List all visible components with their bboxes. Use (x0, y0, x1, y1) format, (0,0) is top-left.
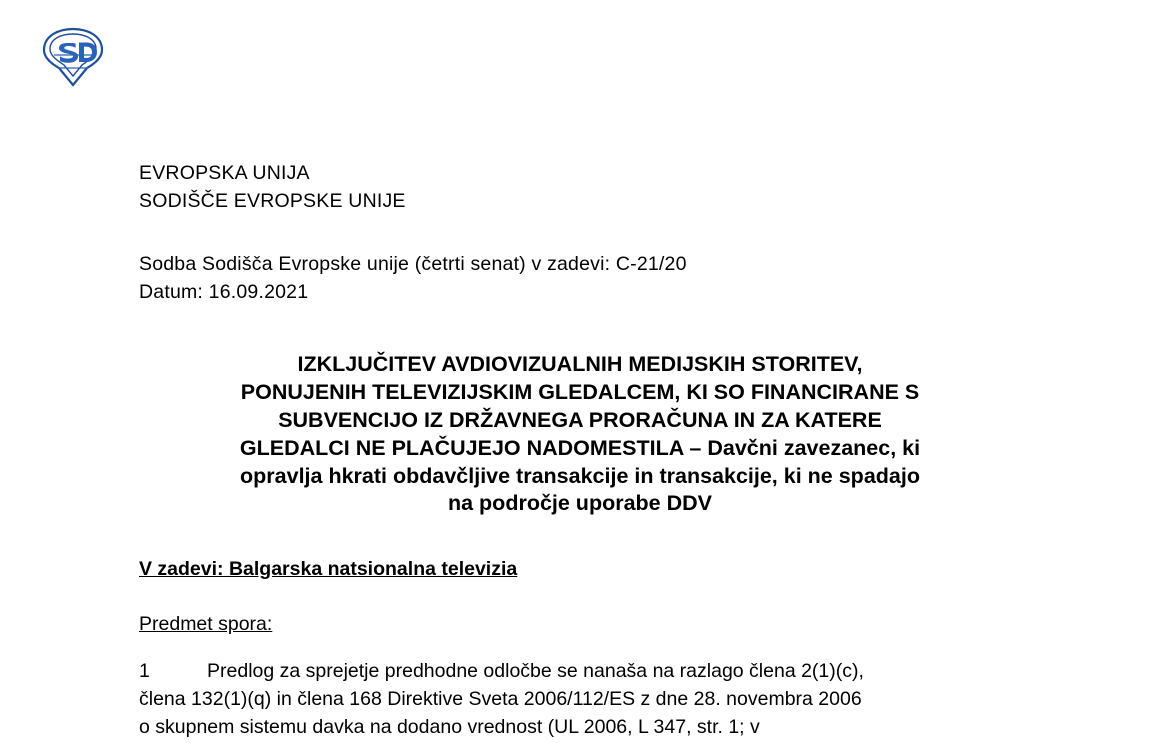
organisation-line-2: SODIŠČE EVROPSKE UNIJE (139, 189, 406, 212)
paragraph-1-line-1: Predlog za sprejetje predhodne odločbe se nanaša na razlago člena 2(1)(c), (207, 660, 864, 683)
organisation-block (139, 160, 1021, 215)
document-text-body (139, 160, 1021, 741)
subject-heading-text: Predmet spora: (139, 613, 273, 636)
case-date-line: Datum: 16.09.2021 (139, 281, 309, 304)
subject-heading (139, 613, 1021, 636)
paragraph-1-line-2: člena 132(1)(q) in člena 168 Direktive Sveta 2006/112/ES z dne 28. novembra 2006 (139, 688, 862, 711)
organisation-line-1: EVROPSKA UNIJA (139, 162, 310, 184)
case-info-block (139, 251, 1021, 306)
paragraph-1-line-3: o skupnem sistemu davka na dodano vrednost (UL 2006, L 347, str. 1; v (139, 715, 760, 738)
matter-heading-text: V zadevi: Balgarska natsionalna televizia (139, 558, 518, 581)
matter-heading (139, 558, 1021, 581)
title-line-6: na področje uporabe DDV (447, 491, 712, 516)
title-line-1: IZKLJUČITEV AVDIOVIZUALNIH MEDIJSKIH STORITEV, (297, 351, 863, 376)
page-title (139, 351, 1021, 519)
paragraph-1 (139, 658, 1021, 741)
title-line-3: SUBVENCIJO IZ DRŽAVNEGA PRORAČUNA IN ZA KATERE (278, 407, 882, 432)
paragraph-1-number: 1 (139, 660, 150, 683)
title-line-5: opravlja hkrati obdavčljive transakcije in transakcije, ki ne spadajo (240, 463, 920, 488)
court-emblem-logo (30, 24, 116, 90)
title-line-2: PONUJENIH TELEVIZIJSKIM GLEDALCEM, KI SO FINANCIRANE S (240, 379, 920, 404)
case-reference-line: Sodba Sodišča Evropske unije (četrti senat) v zadevi: C-21/20 (139, 253, 687, 276)
title-line-4: GLEDALCI NE PLAČUJEJO NADOMESTILA – Davčni zavezanec, ki (239, 435, 921, 460)
